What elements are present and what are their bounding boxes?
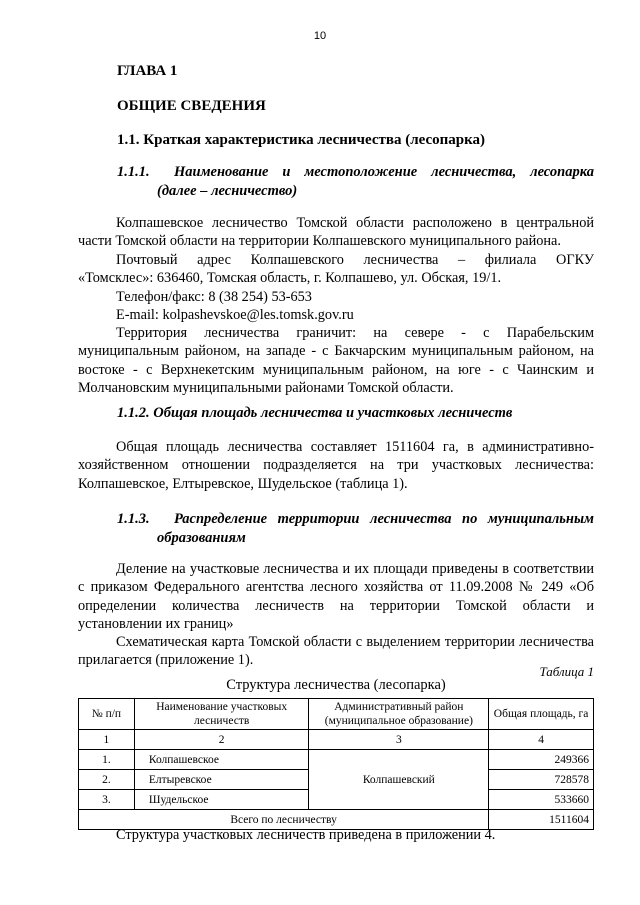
address-word: ОГКУ <box>556 252 594 268</box>
section-1-1-1-heading <box>117 164 594 200</box>
paragraph-division: Деление на участковые лесничества и их площади приведены в соответствии с приказом Федерального агентства лесного хозяйства от 11.09.2008 № 249 «Об определении количества лесничеств на территории Томской области и установлении их границ» <box>78 561 594 633</box>
address-word: адрес <box>197 252 231 268</box>
section-1-1-2-heading: 1.1.2. Общая площадь лесничества и участковых лесничеств <box>117 405 513 421</box>
header-cell: № п/п <box>79 699 135 730</box>
paragraph-address <box>78 251 594 288</box>
row-number: 3. <box>79 790 135 810</box>
table-row <box>79 750 594 770</box>
heading-continuation: образованиям <box>157 530 246 546</box>
paragraph-borders: Территория лесничества граничит: на севере - с Парабельским муниципальным районом, на западе - с Бакчарским муниципальным районом, на востоке - с Верхнекетским муниципальным районом, на юге - с Чаинским и Молчановским муниципальными районами Томской области. <box>78 325 594 397</box>
address-word: Колпашевского <box>250 252 344 268</box>
address-word: – <box>457 252 466 268</box>
heading-word: и <box>282 164 291 180</box>
heading-continuation: (далее – лесничество) <box>157 183 298 199</box>
address-word: филиала <box>484 252 537 268</box>
structure-table <box>78 698 594 830</box>
forestry-name: Елтыревское <box>134 770 309 790</box>
address-line: «Томсклес»: 636460, Томская область, г. Колпашево, ул. Обская, 19/1. <box>78 270 502 287</box>
heading-word: территории <box>277 511 360 527</box>
district-cell: Колпашевский <box>309 750 489 810</box>
colnum-cell: 2 <box>134 730 309 750</box>
section-1-1-heading: 1.1. Краткая характеристика лесничества (лесопарка) <box>117 132 486 148</box>
page-number: 10 <box>313 30 327 42</box>
total-value: 1511604 <box>489 810 594 830</box>
email-line: E-mail: kolpashevskoe@les.tomsk.gov.ru <box>116 307 354 323</box>
paragraph-map: Схематическая карта Томской области с выделением территории лесничества прилагается (приложение 1). <box>78 634 594 669</box>
paragraph-location: Колпашевское лесничество Томской области расположено в центральной части Томской области на территории Колпашевского муниципального района. <box>78 215 594 250</box>
colnum-cell: 1 <box>79 730 135 750</box>
forestry-name: Шудельское <box>134 790 309 810</box>
chapter-heading: ГЛАВА 1 <box>117 63 178 79</box>
address-word: лесничества <box>363 252 439 268</box>
header-cell: Наименование участковых лесничеств <box>134 699 309 730</box>
area-value: 249366 <box>489 750 594 770</box>
paragraph-appendix: Структура участковых лесничеств приведена в приложении 4. <box>116 827 496 843</box>
heading-word: по <box>462 511 478 527</box>
heading-word: местоположение <box>304 164 418 180</box>
address-word: Почтовый <box>116 252 178 268</box>
heading-word: лесничества <box>370 511 452 527</box>
row-number: 2. <box>79 770 135 790</box>
table-label: Таблица 1 <box>539 664 594 679</box>
total-label: Всего по лесничеству <box>79 810 489 830</box>
section-number: 1.1.3. <box>117 511 150 527</box>
area-value: 728578 <box>489 770 594 790</box>
heading-word: муниципальным <box>487 511 594 527</box>
section-1-1-3-heading <box>117 511 594 547</box>
heading-word: Распределение <box>174 511 268 527</box>
heading-word: Наименование <box>174 164 269 180</box>
header-cell: Общая площадь, га <box>489 699 594 730</box>
forestry-name: Колпашевское <box>134 750 309 770</box>
header-cell: Административный район (муниципальное образование) <box>309 699 489 730</box>
chapter-title: ОБЩИЕ СВЕДЕНИЯ <box>117 98 266 114</box>
table-header-row <box>79 699 594 730</box>
section-number: 1.1.1. <box>117 164 150 180</box>
heading-word: лесопарка <box>530 164 594 180</box>
table-title: Структура лесничества (лесопарка) <box>226 677 446 693</box>
heading-word: лесничества, <box>431 164 517 180</box>
row-number: 1. <box>79 750 135 770</box>
area-value: 533660 <box>489 790 594 810</box>
colnum-cell: 3 <box>309 730 489 750</box>
phone-line: Телефон/факс: 8 (38 254) 53-653 <box>116 289 312 305</box>
colnum-cell: 4 <box>489 730 594 750</box>
paragraph-area: Общая площадь лесничества составляет 1511604 га, в административно-хозяйственном отношении подразделяется на три участковых лесничества: Колпашевское, Елтыревское, Шудельское (таблица 1). <box>78 439 594 492</box>
table-colnum-row <box>79 730 594 750</box>
